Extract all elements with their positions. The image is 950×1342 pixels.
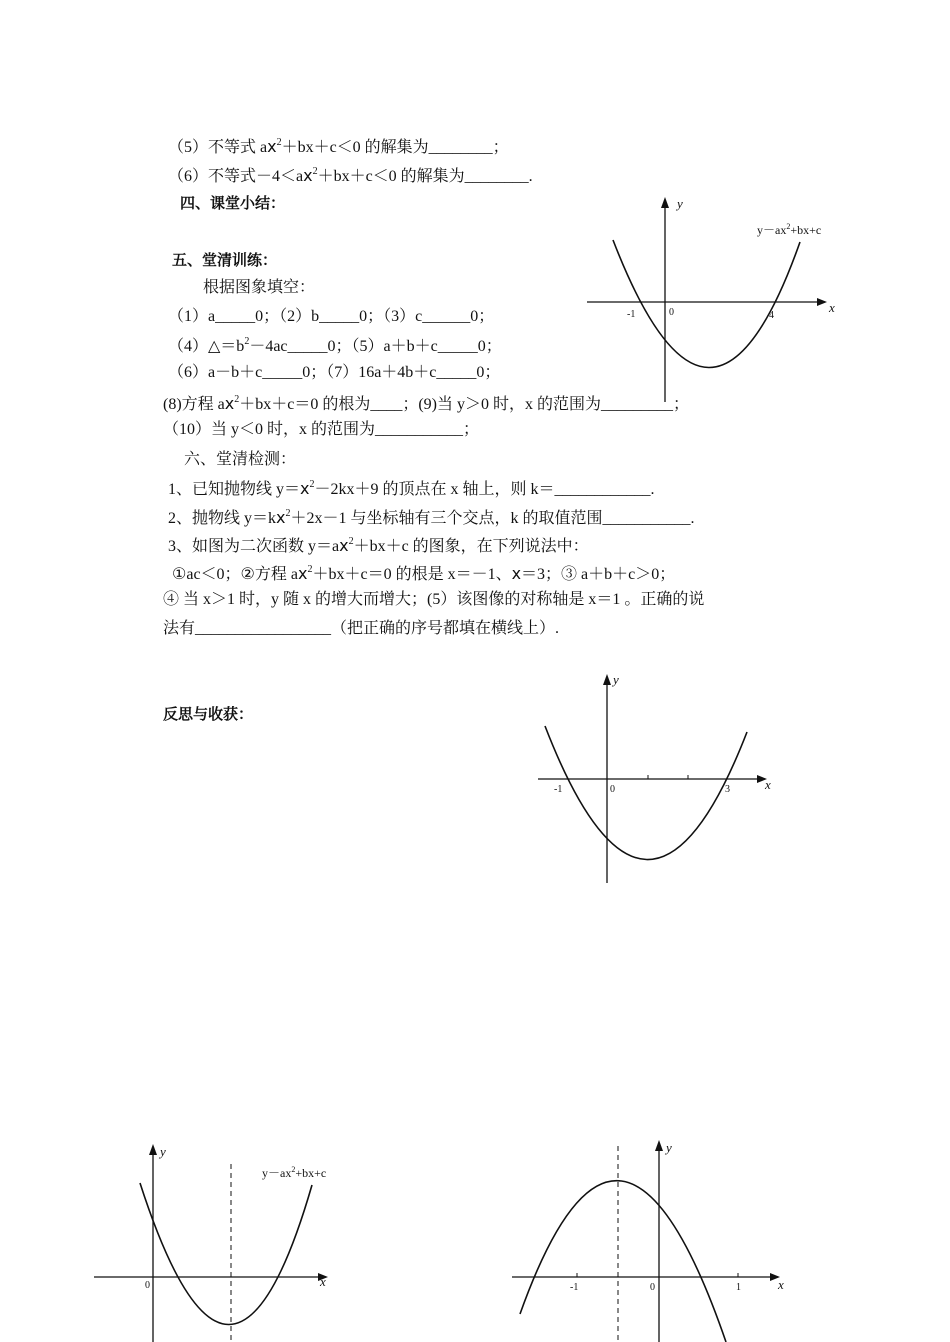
tick-label-left: -1 — [554, 784, 563, 795]
text: ①ac＜0；②方程 a — [172, 566, 298, 583]
fill-in-intro: 根据图象填空： — [203, 279, 316, 296]
parabola-curve — [140, 1183, 312, 1325]
reflection-heading: 反思与收获： — [163, 705, 254, 723]
equation-label: $y-ax^2+bx+c$ — [262, 1165, 327, 1180]
questions-1-3: （1）a_____0；（2）b_____0；（3）c______0； — [168, 308, 495, 325]
exponent: 2 — [234, 394, 240, 405]
section-heading-6: 六、堂清检测： — [184, 451, 297, 468]
test-question-1 — [168, 479, 655, 500]
text: ＋bx＋c 的图象，在下列说法中： — [353, 538, 589, 555]
section-heading-5: 五、堂清训练： — [172, 251, 278, 269]
text: （5）不等式 a — [168, 139, 268, 156]
y-axis-arrow — [655, 1140, 663, 1151]
origin-label: 0 — [610, 784, 615, 795]
y-label: y — [160, 1144, 166, 1159]
parabola-curve — [545, 726, 747, 860]
exponent: 2 — [307, 564, 313, 575]
parabola-graph-4 — [508, 1136, 793, 1342]
section-heading-4: 四、课堂小结： — [180, 194, 286, 212]
var-x: x — [511, 564, 522, 583]
questions-6-7: （6）a－b＋c_____0；（7）16a＋4b＋c_____0； — [168, 364, 501, 381]
var-x: x — [339, 536, 349, 555]
text: ＝3；③ a＋b＋c＞0； — [521, 566, 676, 583]
text: ＋bx＋c＜0 的解集为________； — [281, 139, 509, 156]
equation-label: $y-ax^2+bx+c$ — [757, 222, 822, 237]
y-label: y — [666, 1140, 672, 1155]
exponent: 2 — [312, 166, 318, 177]
text: (8)方程 a — [163, 396, 225, 413]
text: （4）△＝b — [168, 338, 245, 355]
var-x: x — [276, 508, 286, 527]
origin-label: 0 — [650, 1282, 655, 1293]
text: ＋2x－1 与坐标轴有三个交点，k 的取值范围___________. — [290, 510, 695, 527]
tick-label-right: 3 — [725, 784, 730, 795]
tick-label-left: -1 — [627, 309, 636, 320]
exponent: 2 — [244, 336, 250, 347]
y-axis-arrow — [661, 197, 669, 208]
question-5 — [168, 137, 509, 158]
exponent: 2 — [276, 137, 282, 148]
question-10: （10）当 y＜0 时，x 的范围为___________； — [163, 421, 480, 438]
text: 2、抛物线 y＝k — [168, 510, 277, 527]
text: ＋bx＋c＜0 的解集为________. — [317, 168, 533, 185]
exponent: 2 — [309, 479, 315, 490]
y-axis-arrow — [149, 1144, 157, 1155]
parabola-curve — [520, 1181, 726, 1342]
parabola-graph-2 — [535, 668, 780, 888]
x-label: x — [829, 300, 835, 315]
y-label: y — [677, 196, 683, 211]
text: （6）不等式－4＜a — [168, 168, 304, 185]
var-x: x — [267, 137, 277, 156]
y-label: y — [613, 672, 619, 687]
test-question-3 — [168, 536, 589, 557]
tick-label-right: 4 — [769, 310, 774, 321]
tick-label-left: -1 — [570, 1282, 579, 1293]
parabola-curve — [613, 240, 800, 368]
x-axis-arrow — [817, 298, 827, 306]
test-question-3-option-4: ④ 当 x＞1 时，y 随 x 的增大而增大；(5）该图像的对称轴是 x＝1 。正确的说 — [163, 591, 705, 608]
x-label: x — [778, 1277, 784, 1292]
text: 1、已知抛物线 y＝ — [168, 481, 301, 498]
exponent: 2 — [348, 536, 354, 547]
text: －4ac_____0；（5）a＋b＋c_____0； — [249, 338, 502, 355]
origin-label: 0 — [669, 307, 674, 318]
exponent: 2 — [285, 508, 291, 519]
test-question-3-answer: 法有_________________（把正确的序号都填在横线上）. — [163, 620, 560, 637]
var-x: x — [303, 166, 313, 185]
x-label: x — [320, 1274, 326, 1289]
y-axis-arrow — [603, 674, 611, 685]
origin-label: 0 — [145, 1280, 150, 1291]
text: ＋bx＋c＝0 的根为____；(9)当 y＞0 时，x 的范围为_________； — [239, 396, 689, 413]
parabola-graph-3 — [90, 1140, 370, 1342]
var-x: x — [298, 564, 308, 583]
parabola-graph-1 — [585, 192, 865, 402]
text: 3、如图为二次函数 y＝a — [168, 538, 340, 555]
text: ＋bx＋c＝0 的根是 x＝－1、 — [312, 566, 512, 583]
x-label: x — [765, 777, 771, 792]
test-question-2 — [168, 508, 695, 529]
var-x: x — [224, 394, 235, 413]
text: －2kx＋9 的顶点在 x 轴上，则 k＝____________. — [314, 481, 655, 498]
question-6 — [168, 166, 533, 187]
questions-4-5 — [168, 337, 502, 357]
test-question-3-options — [172, 564, 675, 585]
var-x: x — [300, 479, 310, 498]
tick-label-right: 1 — [736, 1282, 741, 1293]
